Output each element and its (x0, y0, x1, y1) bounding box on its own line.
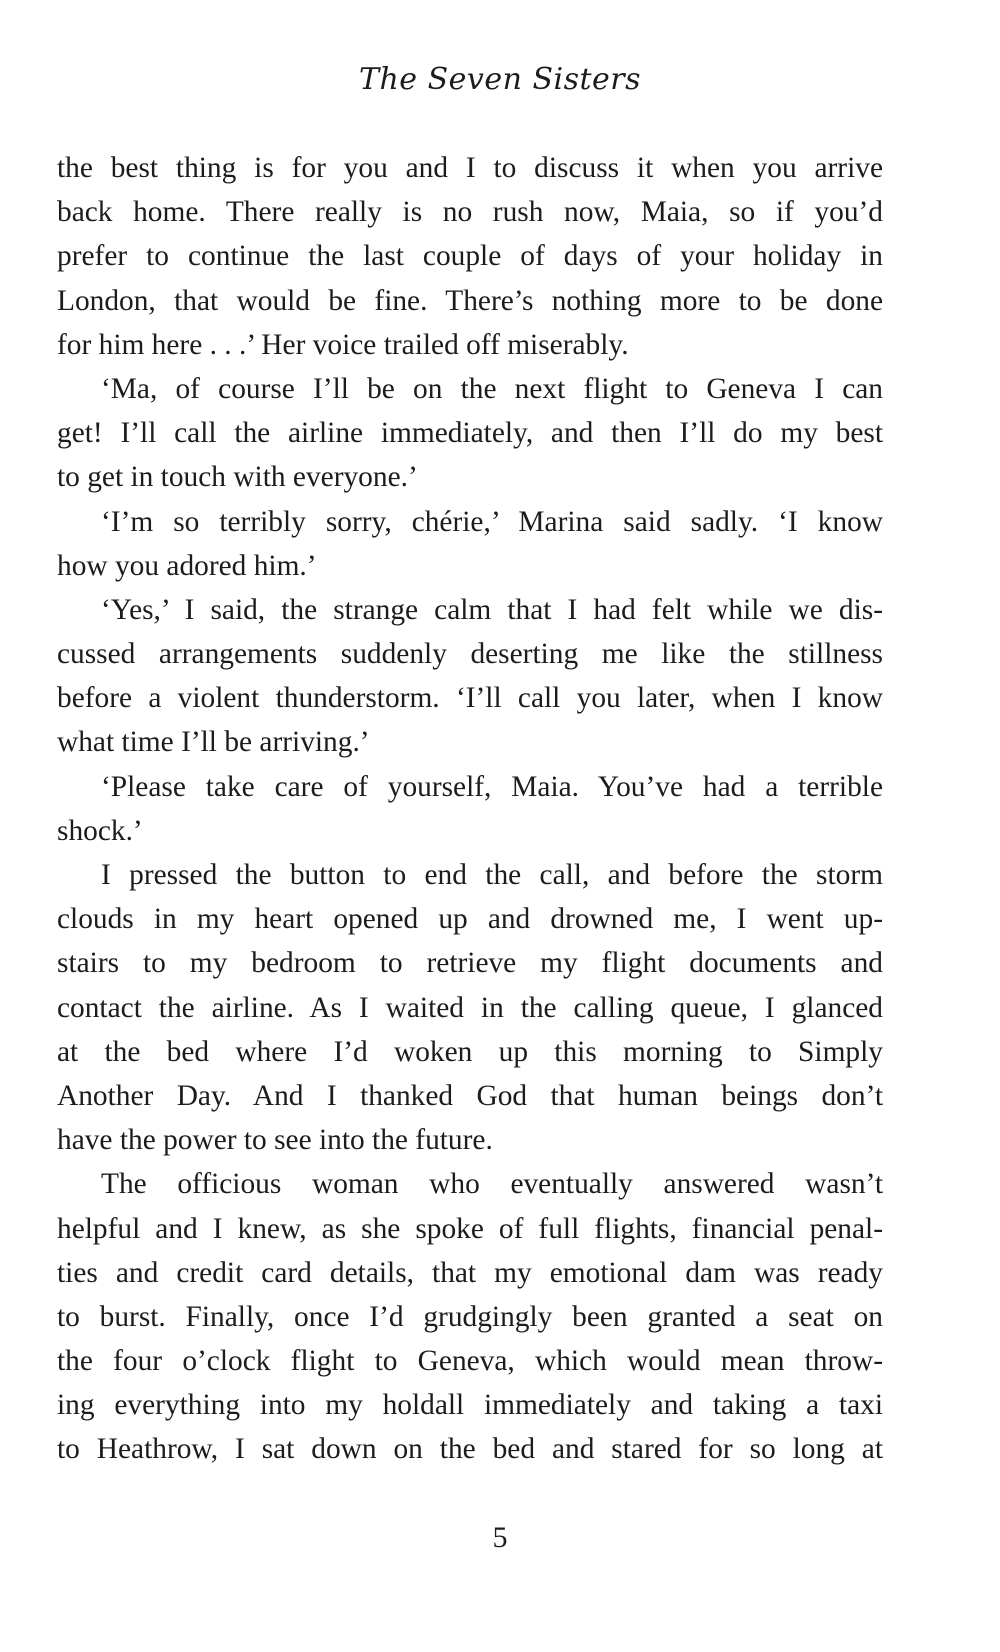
text-line: ‘Yes,’ I said, the strange calm that I had felt while we dis- (101, 593, 883, 626)
text-line: how you adored him.’ (57, 549, 317, 582)
text-line: what time I’ll be arriving.’ (57, 726, 370, 759)
text-line: cussed arrangements suddenly deserting me like the stillness (57, 638, 883, 671)
page-number: 5 (492, 1521, 508, 1554)
text-line: Another Day. And I thanked God that human beings don’t (57, 1079, 883, 1112)
text-line: to get in touch with everyone.’ (57, 461, 418, 494)
text-line: ‘Please take care of yourself, Maia. You’ve had a terrible (101, 770, 883, 803)
text-line: before a violent thunderstorm. ‘I’ll call you later, when I know (57, 682, 883, 715)
text-line: ‘I’m so terribly sorry, chérie,’ Marina said sadly. ‘I know (101, 505, 883, 538)
text-line: shock.’ (57, 814, 143, 847)
running-head: The Seven Sisters (358, 62, 642, 97)
text-line: ties and credit card details, that my emotional dam was ready (57, 1256, 883, 1289)
text-line: London, that would be fine. There’s nothing more to be done (57, 284, 883, 317)
text-line: at the bed where I’d woken up this morning to Simply (57, 1035, 883, 1068)
text-line: ing everything into my holdall immediately and taking a taxi (57, 1389, 883, 1422)
text-line: stairs to my bedroom to retrieve my flight documents and (57, 947, 883, 980)
text-line: to Heathrow, I sat down on the bed and stared for so long at (57, 1433, 883, 1466)
text-line: clouds in my heart opened up and drowned me, I went up- (57, 903, 883, 936)
text-line: The officious woman who eventually answered wasn’t (101, 1168, 883, 1201)
text-line: the four o’clock flight to Geneva, which would mean throw- (57, 1345, 883, 1378)
text-line: ‘Ma, of course I’ll be on the next flight to Geneva I can (101, 372, 883, 405)
text-line: helpful and I knew, as she spoke of full flights, financial penal- (57, 1212, 883, 1245)
body-text (57, 146, 883, 1472)
text-line: prefer to continue the last couple of days of your holiday in (57, 240, 883, 273)
text-line: get! I’ll call the airline immediately, and then I’ll do my best (57, 417, 883, 450)
text-line: contact the airline. As I waited in the calling queue, I glanced (57, 991, 883, 1024)
text-line: to burst. Finally, once I’d grudgingly been granted a seat on (57, 1300, 883, 1333)
text-line: the best thing is for you and I to discuss it when you arrive (57, 152, 883, 184)
text-line: I pressed the button to end the call, and before the storm (101, 859, 883, 891)
text-line: have the power to see into the future. (57, 1124, 493, 1157)
text-line: back home. There really is no rush now, Maia, so if you’d (57, 196, 883, 229)
text-line: for him here . . .’ Her voice trailed off miserably. (57, 328, 629, 361)
